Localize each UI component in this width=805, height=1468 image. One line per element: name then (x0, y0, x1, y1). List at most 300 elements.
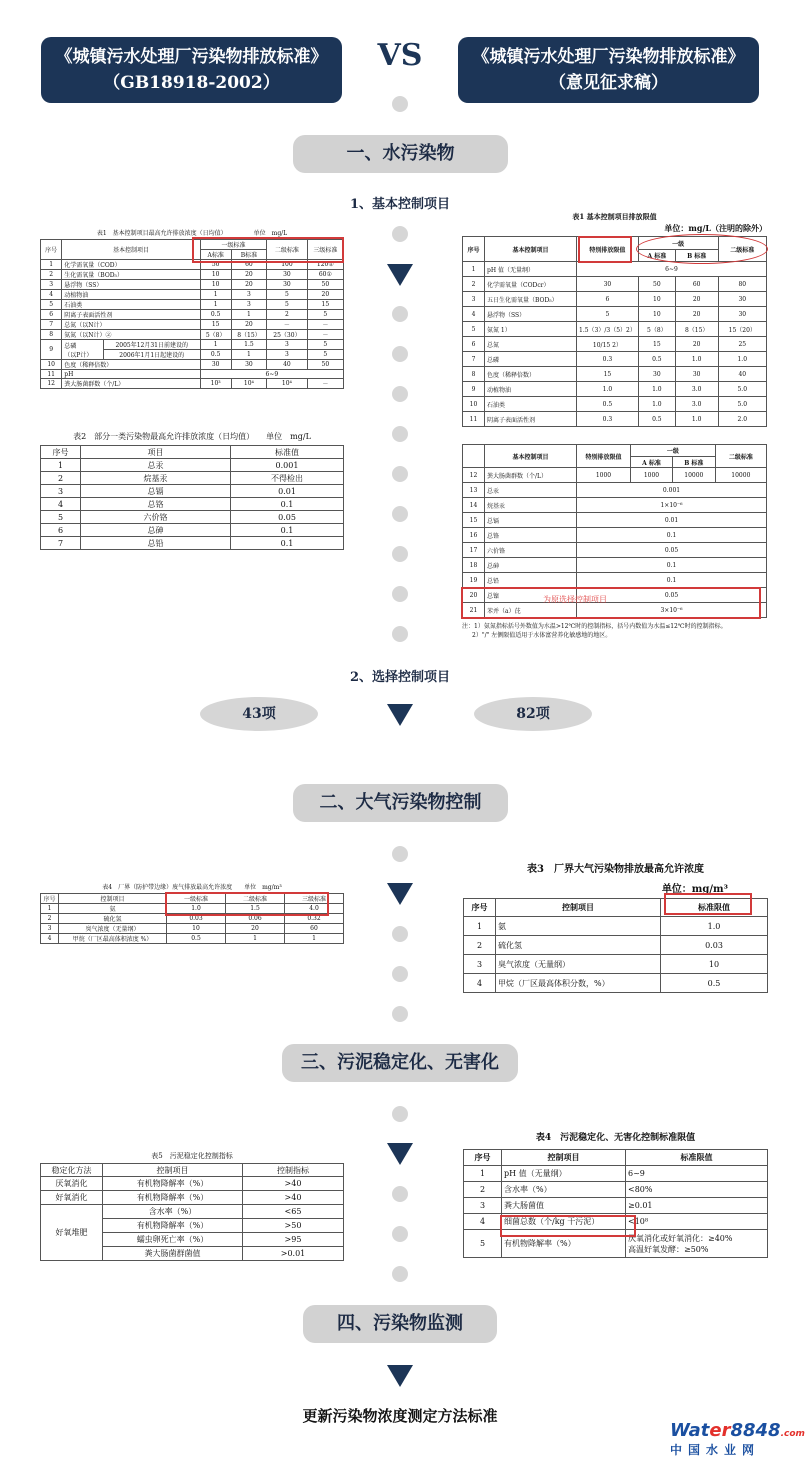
table-cell: 30 (200, 360, 231, 370)
table-cell: 5 (267, 290, 307, 300)
table-cell: 10/15 2） (577, 337, 639, 352)
table-cell (626, 1230, 768, 1258)
table-cell: 3 (463, 292, 485, 307)
timeline-dot (392, 506, 408, 522)
table-cell: 4 (464, 974, 496, 993)
table-header: 一级标准 (167, 894, 226, 904)
left-title-line1: 《城镇污水处理厂污染物排放标准》 (55, 47, 328, 67)
left-title-line2: （GB18918-2002） (103, 73, 280, 93)
table-cell: 1.5 (231, 340, 267, 350)
table-cell: 0.05 (577, 543, 767, 558)
table-caption: 表4 厂界（防护带边缘）废气排放最高允许浓度 单位 mg/m³ (102, 884, 282, 891)
table-cell: 60① (307, 270, 343, 280)
table-cell: 10 (200, 270, 231, 280)
timeline-dot (392, 226, 408, 242)
timeline-dot (392, 96, 408, 112)
table-header: 二级标准 (718, 237, 766, 262)
table-caption: 表1 基本控制项目最高允许排放浓度（日均值） 单位 mg/L (96, 230, 288, 237)
timeline-dot (392, 546, 408, 562)
table-unit: 单位：mg/m³ (661, 884, 728, 895)
table-cell: 80 (718, 277, 766, 292)
table-cell: 19 (463, 573, 485, 588)
table-cell: 阴离子表面活性剂 (485, 412, 577, 427)
timeline-dot (392, 1006, 408, 1022)
table-cell: >40 (243, 1177, 344, 1191)
table-cell: 12 (463, 468, 485, 483)
table-cell: 30 (718, 307, 766, 322)
table-cell: 1 (200, 290, 231, 300)
table-cell: 16 (463, 528, 485, 543)
table-cell: 40 (267, 360, 307, 370)
table-cell: 20 (231, 280, 267, 290)
table-cell: >0.01 (243, 1247, 344, 1261)
right-title-line1: 《城镇污水处理厂污染物排放标准》 (472, 47, 745, 67)
table-cell: 5 (464, 1230, 502, 1258)
table-cell: 8（15） (231, 330, 267, 340)
table-cell: 3 (267, 350, 307, 360)
table-cell: 1 (463, 262, 485, 277)
old-table5-block (40, 1151, 344, 1261)
table-header: 三级标准 (285, 894, 344, 904)
table-cell: 色度（稀释倍数） (62, 360, 200, 370)
table-cell: 4 (41, 934, 59, 944)
table-cell: 总铬 (485, 528, 577, 543)
table-cell: － (307, 379, 343, 389)
table-cell: 生化需氧量（BOD₅） (62, 270, 200, 280)
new-select-count: 82项 (474, 697, 592, 731)
table-cell: 烷基汞 (81, 472, 231, 485)
logo-part: Wat (670, 1420, 710, 1441)
table-cell: 0.5 (167, 934, 226, 944)
table-cell: 5 (307, 310, 343, 320)
table-cell: 不得检出 (231, 472, 344, 485)
table-cell: 60 (285, 924, 344, 934)
table-cell-line: 厌氧消化或好氧消化：≥40% (628, 1233, 733, 1243)
new-basic-control-table (462, 236, 767, 427)
table-cell: 阴离子表面活性剂 (62, 310, 200, 320)
logo-part: er (709, 1420, 731, 1441)
table-cell: 10000 (715, 468, 766, 483)
new-sludge-table (463, 1149, 768, 1258)
table-cell: 1 (285, 934, 344, 944)
table-caption: 表1 基本控制项目排放限值 (572, 212, 657, 221)
table-cell: 六价铬 (485, 543, 577, 558)
table-cell: － (307, 320, 343, 330)
table-cell: 15 (463, 513, 485, 528)
table-cell: 6 (41, 310, 62, 320)
table-caption: 表2 部分一类污染物最高允许排放浓度（日均值） 单位 mg/L (73, 432, 311, 441)
table-cell: 1 (41, 459, 81, 472)
table-cell: 5 (267, 300, 307, 310)
table-caption: 表3 厂界大气污染物排放最高允许浓度 (527, 864, 704, 875)
section-air-pollutants: 二、大气污染物控制 (293, 784, 508, 822)
table-cell: 15（20） (718, 322, 766, 337)
table-cell: 总铬 (81, 498, 231, 511)
table-cell: 好氧堆肥 (41, 1205, 103, 1261)
timeline-dot (392, 346, 408, 362)
highlight-box (578, 236, 632, 263)
table-cell: 总磷 (485, 352, 577, 367)
table-cell: 0.05 (577, 588, 767, 603)
table-header: 稳定化方法 (41, 1164, 103, 1177)
timeline-dot (392, 626, 408, 642)
timeline-dot (392, 846, 408, 862)
table-cell: 0.5 (200, 350, 231, 360)
table-cell: 3.0 (675, 397, 718, 412)
table-cell: 臭气浓度（无量纲） (59, 924, 167, 934)
table-header: 项目 (81, 446, 231, 459)
table-cell-line: 高温好氧发酵：≥50% (628, 1244, 709, 1254)
table-cell: 20 (226, 924, 285, 934)
table-cell: <10⁸ (626, 1214, 768, 1230)
table-cell: 20 (231, 320, 267, 330)
table-cell: 硫化氢 (59, 914, 167, 924)
table-cell: 0.5 (577, 397, 639, 412)
table-cell: 10 (463, 397, 485, 412)
table-cell: 1.0 (675, 352, 718, 367)
table-cell: 0.1 (577, 558, 767, 573)
table-unit: 单位：mg/L（注明的除外） (664, 223, 767, 233)
table-header: B标准 (231, 250, 267, 260)
table-cell: 0.03 (661, 936, 768, 955)
table-header: A 标准 (638, 250, 675, 262)
table-cell (62, 340, 103, 360)
table-header: 控制项目 (502, 1150, 626, 1166)
logo-part: 8848 (730, 1420, 781, 1441)
table-cell: 1.0 (718, 352, 766, 367)
table-header: 控制项目 (59, 894, 167, 904)
table-cell-line: （以P计） (64, 351, 93, 359)
table-cell: 4.0 (285, 904, 344, 914)
table-cell: 4 (41, 498, 81, 511)
table-cell: 0.1 (577, 573, 767, 588)
table-cell: 蠕虫卵死亡率（%） (103, 1233, 243, 1247)
table-cell: 0.01 (231, 485, 344, 498)
logo-part: .com (780, 1429, 805, 1439)
table-cell: 2 (41, 472, 81, 485)
table-cell: 2006年1月1日起建设的 (103, 350, 200, 360)
timeline-dot (392, 586, 408, 602)
table-cell: <80% (626, 1182, 768, 1198)
table-cell: 25（30） (267, 330, 307, 340)
timeline-dot (392, 306, 408, 322)
table-cell: 25 (718, 337, 766, 352)
table-header: 二级标准 (267, 240, 307, 260)
table-cell: 50 (200, 260, 231, 270)
new-table3-block (463, 860, 768, 993)
section-water-pollutants: 一、水污染物 (293, 135, 508, 173)
table-cell: 石油类 (485, 397, 577, 412)
table-cell: 0.1 (231, 498, 344, 511)
table-cell: 1000 (631, 468, 673, 483)
table-cell: 1 (41, 904, 59, 914)
table-cell: 7 (41, 537, 81, 550)
table-cell: 1 (200, 300, 231, 310)
table-cell: 0.05 (231, 511, 344, 524)
table-cell: 30 (267, 280, 307, 290)
table-cell: 7 (463, 352, 485, 367)
table-header: 三级标准 (307, 240, 343, 260)
table-cell: 0.1 (231, 524, 344, 537)
highlight-box (664, 893, 752, 915)
table-cell-line: 总磷 (64, 342, 77, 350)
table-cell: 11 (463, 412, 485, 427)
table-cell: 6~9 (200, 370, 343, 379)
table-header: 基本控制项目 (62, 240, 200, 260)
table-cell: 2 (41, 914, 59, 924)
table-cell: 3 (41, 485, 81, 498)
table-cell: 有机物降解率（%） (103, 1177, 243, 1191)
subsection-select-control: 2、选择控制项目 (349, 670, 451, 685)
table-cell: 30 (577, 277, 639, 292)
table-cell: 14 (463, 498, 485, 513)
table-cell: 5 (41, 300, 62, 310)
table-cell: － (307, 330, 343, 340)
table-cell: >40 (243, 1191, 344, 1205)
table-cell: 9 (41, 340, 62, 360)
table-cell: 3×10⁻⁶ (577, 603, 767, 618)
table-cell: 0.1 (577, 528, 767, 543)
table-cell: 0.06 (226, 914, 285, 924)
table-cell: >95 (243, 1233, 344, 1247)
table-cell: 有机物降解率（%） (502, 1230, 626, 1258)
table-header: 控制指标 (243, 1164, 344, 1177)
table-cell: 5 (307, 340, 343, 350)
table-cell: 30 (231, 360, 267, 370)
table-note: 注：1）氨氮指标括号外数值为水温>12℃时的控制指标，括号内数值为水温≤12℃时的控制指标。 (462, 623, 727, 630)
highlight-box (461, 587, 761, 619)
table-cell: 5 (307, 350, 343, 360)
table-cell: 5（8） (638, 322, 675, 337)
table-cell: 4 (41, 290, 62, 300)
subsection-basic-control: 1、基本控制项目 (349, 197, 451, 212)
table-cell: 5.0 (718, 382, 766, 397)
table-cell: 粪大肠菌群数（个/L） (485, 468, 577, 483)
table-cell: 氨 (59, 904, 167, 914)
table-header: 二级标准 (226, 894, 285, 904)
table-cell: 总镉 (485, 513, 577, 528)
table-cell: 总汞 (81, 459, 231, 472)
table-cell: 粪大肠菌值 (502, 1198, 626, 1214)
table-cell: 8（15） (675, 322, 718, 337)
section-sludge: 三、污泥稳定化、无害化 (282, 1044, 518, 1082)
table-header: A标准 (200, 250, 231, 260)
table-cell: 2.0 (718, 412, 766, 427)
old-sludge-table (40, 1163, 344, 1261)
table-cell: 0.01 (577, 513, 767, 528)
table-cell: 2 (464, 936, 496, 955)
table-cell: 总氮（以N计） (62, 320, 200, 330)
table-cell: ≥0.01 (626, 1198, 768, 1214)
table-cell: 60 (675, 277, 718, 292)
table-cell: 0.03 (167, 914, 226, 924)
table-cell: 15 (200, 320, 231, 330)
table-header: B 标准 (672, 457, 715, 468)
right-standard-title (458, 37, 759, 103)
table-cell: 3 (231, 290, 267, 300)
table-cell: 1 (464, 1166, 502, 1182)
table-cell: 0.5 (638, 412, 675, 427)
table-cell: 0.1 (231, 537, 344, 550)
table-cell: 厌氧消化 (41, 1177, 103, 1191)
table-cell: 20 (463, 588, 485, 603)
monitoring-update-text: 更新污染物浓度测定方法标准 (302, 1407, 498, 1425)
table-cell: 化学需氧量（CODcr） (485, 277, 577, 292)
table-cell: 6 (463, 337, 485, 352)
table-cell: 9 (463, 382, 485, 397)
table-cell: 10 (200, 280, 231, 290)
table-cell: 0.5 (638, 352, 675, 367)
table-cell: 6 (577, 292, 639, 307)
table-cell: 15 (638, 337, 675, 352)
table-cell: 动植物油 (485, 382, 577, 397)
highlight-box (500, 1215, 636, 1237)
table-cell: 0.001 (231, 459, 344, 472)
timeline-dot (392, 926, 408, 942)
table-cell: 10 (661, 955, 768, 974)
table-cell: 50 (307, 280, 343, 290)
table-cell: 1 (231, 350, 267, 360)
table-cell: 8 (41, 330, 62, 340)
timeline-arrow-icon (387, 1143, 413, 1165)
section-monitoring: 四、污染物监测 (303, 1305, 497, 1343)
table-cell: 1 (226, 934, 285, 944)
table-cell: 色度（稀释倍数） (485, 367, 577, 382)
table-cell: 18 (463, 558, 485, 573)
annotation-original-select-items: 为原选择控制项目 (543, 595, 607, 604)
table-cell: 120① (307, 260, 343, 270)
table-cell: 含水率（%） (103, 1205, 243, 1219)
table-header: B 标准 (675, 250, 718, 262)
table-cell: 20 (307, 290, 343, 300)
table-cell: 细菌总数（个/kg 干污泥） (502, 1214, 626, 1230)
table-cell: 1 (231, 310, 267, 320)
table-cell: 6 (41, 524, 81, 537)
table-header: A 标准 (631, 457, 673, 468)
table-cell: 4 (463, 307, 485, 322)
table-cell: 2 (41, 270, 62, 280)
table-header: 特别排放限值 (577, 237, 639, 262)
table-cell: 动植物油 (62, 290, 200, 300)
table-cell: 50 (638, 277, 675, 292)
timeline-arrow-icon (387, 264, 413, 286)
table-cell: 1.0 (577, 382, 639, 397)
table-cell: 1.0 (167, 904, 226, 914)
table-cell: 0.3 (577, 352, 639, 367)
timeline-dot (392, 966, 408, 982)
table-cell: 2 (267, 310, 307, 320)
table-header: 序号 (463, 237, 485, 262)
table-cell: 30 (638, 367, 675, 382)
table-cell: 20 (675, 292, 718, 307)
old-select-count: 43项 (200, 697, 318, 731)
table-cell: 氨氮（以N计）② (62, 330, 200, 340)
table-cell: 2005年12月31日前建设的 (103, 340, 200, 350)
table-cell: pH (62, 370, 200, 379)
table-cell: 3 (464, 1198, 502, 1214)
timeline-dot (392, 1266, 408, 1282)
table-cell: 3 (41, 280, 62, 290)
timeline-dot (392, 426, 408, 442)
table-cell: 5 (577, 307, 639, 322)
table-header: 序号 (464, 899, 496, 917)
table-cell: 10 (638, 307, 675, 322)
table-cell: 11 (41, 370, 62, 379)
table-cell: 13 (463, 483, 485, 498)
table-cell: 化学需氧量（COD） (62, 260, 200, 270)
table-cell: 总氮 (485, 337, 577, 352)
timeline-dot (392, 466, 408, 482)
timeline-arrow-icon (387, 1365, 413, 1387)
table-cell: 3 (464, 955, 496, 974)
table-cell: 0.5 (661, 974, 768, 993)
table-cell: 20 (675, 307, 718, 322)
table-cell: 10⁴ (267, 379, 307, 389)
table-note: 2）"/" 左侧限值适用于水体富营养化敏感地的地区。 (472, 632, 612, 639)
highlight-box (192, 237, 344, 263)
table-cell: 甲烷（厂区最高体积浓度 %） (59, 934, 167, 944)
table-cell: 总铅 (485, 573, 577, 588)
highlight-ellipse (636, 234, 768, 264)
table-cell: 21 (463, 603, 485, 618)
table-header: 一级标准 (200, 240, 266, 250)
table-cell: 15 (577, 367, 639, 382)
table-cell: 有机物降解率（%） (103, 1219, 243, 1233)
table-cell: <65 (243, 1205, 344, 1219)
table-cell: 10000 (672, 468, 715, 483)
table-cell: 总砷 (81, 524, 231, 537)
table-header: 基本控制项目 (485, 445, 577, 468)
table-cell: 5（8） (200, 330, 231, 340)
table-cell: 6~9 (577, 262, 767, 277)
table-header: 序号 (41, 894, 59, 904)
table-cell: 3 (267, 340, 307, 350)
table-cell: >50 (243, 1219, 344, 1233)
table-cell: 1 (41, 260, 62, 270)
table-cell: 1.0 (638, 397, 675, 412)
table-cell: 有机物降解率（%） (103, 1191, 243, 1205)
left-standard-title (41, 37, 342, 103)
table-header: 基本控制项目 (485, 237, 577, 262)
table-cell: 10³ (200, 379, 231, 389)
table-cell: 3.0 (675, 382, 718, 397)
table-cell: 1 (464, 917, 496, 936)
table-cell: 1.0 (638, 382, 675, 397)
timeline-dot (392, 1106, 408, 1122)
table-cell: 0.32 (285, 914, 344, 924)
table-cell: 2 (463, 277, 485, 292)
table-cell: 1.0 (661, 917, 768, 936)
table-cell: 悬浮物（SS） (62, 280, 200, 290)
table-header: 标准限值 (626, 1150, 768, 1166)
highlight-box (165, 892, 329, 916)
table-header: 特别排放限值 (577, 445, 631, 468)
table-cell: 30 (267, 270, 307, 280)
table-cell: 30 (675, 367, 718, 382)
right-title-line2: （意见征求稿） (549, 73, 668, 93)
table-cell: 0.001 (577, 483, 767, 498)
table-cell: 苯并（a）芘 (485, 603, 577, 618)
table-cell: 硫化氢 (496, 936, 661, 955)
table-cell: 17 (463, 543, 485, 558)
water8848-logo (670, 1420, 805, 1458)
table-cell: 3 (41, 924, 59, 934)
table-cell: 氨 (496, 917, 661, 936)
table-cell: pH 值（无量纲） (485, 262, 577, 277)
old-table2-block (40, 431, 344, 550)
table-cell: pH 值（无量纲） (502, 1166, 626, 1182)
table-cell: 烷基汞 (485, 498, 577, 513)
